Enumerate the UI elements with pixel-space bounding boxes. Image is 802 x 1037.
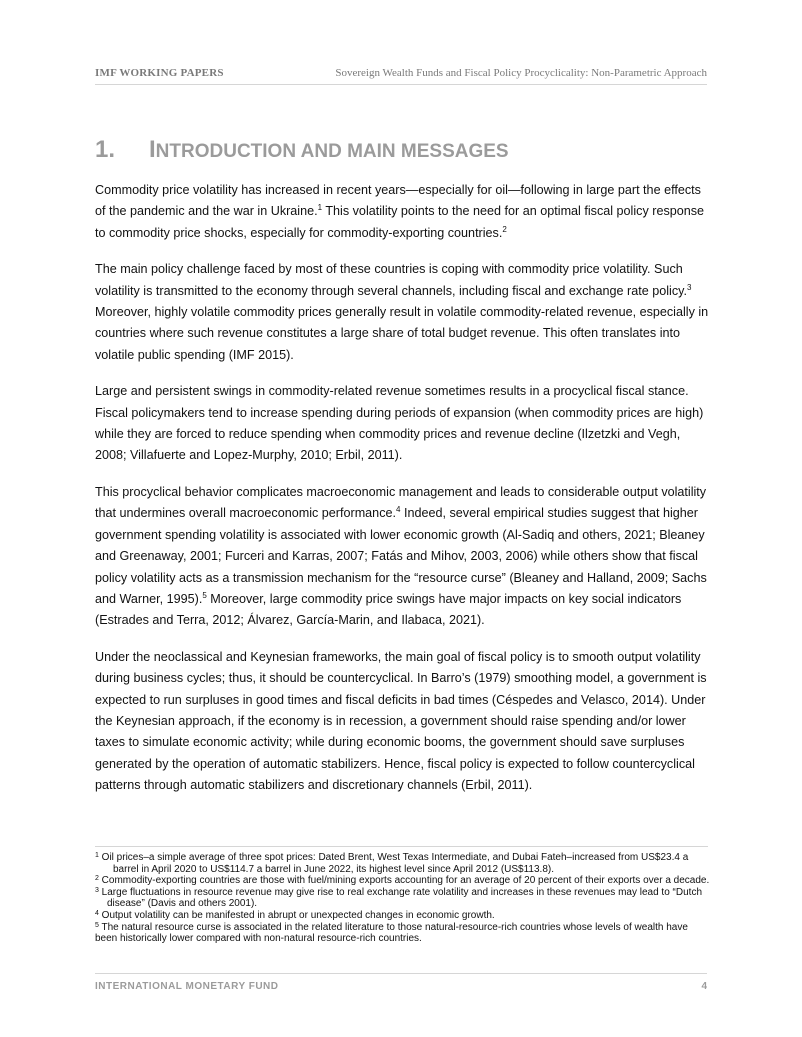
footnote-ref-4[interactable]: 4 [396, 505, 401, 515]
footnote-ref-1[interactable]: 1 [317, 203, 323, 213]
paragraph-4-text-a: This procyclical behavior complicates macroeconomic management and leads to considerable output volatility that undermines overall macroeconomic performance. [95, 484, 707, 521]
section-title-rest: NTRODUCTION AND MAIN MESSAGES [155, 141, 509, 162]
footnote-5-number: 5 [95, 921, 99, 929]
paragraph-4-text-b: Indeed, several empirical studies suggest that higher government spending volatility is associated with lower economic growth (Al-Sadiq and others, 2021; Bleaney and Greenaway, 2001; Furceri and Karras, 2007; Fatás and Mihov, 2003, 2006) while others show that fiscal policy volatility acts as a transmission mechanism for the “resource curse” (Bleaney and Halland, 2009; Sachs and Warner, 1995). [95, 506, 707, 606]
paragraph-3 [95, 381, 710, 467]
paragraph-2-text-b: Moreover, highly volatile commodity prices generally result in volatile commodity-related revenue, especially in countries where such revenue constitutes a large share of total budget revenue. This often translates into volatile public spending (IMF 2015). [95, 305, 709, 362]
footnote-3-number: 3 [95, 886, 99, 894]
footnote-1-number: 1 [95, 852, 99, 859]
section-heading [95, 136, 509, 164]
footnote-divider [95, 846, 708, 847]
footnote-5 [95, 922, 710, 945]
footnote-2-number: 2 [95, 875, 99, 883]
paragraph-4 [95, 482, 710, 632]
footnote-5-text: The natural resource curse is associated in the related literature to those natural-resource-rich countries whose levels of wealth have been historically lower compared with non-natural resource-rich countries. [95, 921, 688, 945]
footnote-3 [95, 887, 710, 910]
paragraph-1 [95, 180, 710, 244]
footer-organization: INTERNATIONAL MONETARY FUND [95, 981, 279, 992]
paragraph-2 [95, 259, 710, 366]
section-title-initial: I [149, 136, 156, 163]
paragraph-1-text-b: This volatility points to the need for an optimal fiscal policy response to commodity price shocks, especially for commodity-exporting countries. [95, 204, 705, 240]
footnote-2-text: Commodity-exporting countries are those with fuel/mining exports accounting for an average of 20 percent of their exports over a decade. [98, 875, 710, 887]
footnote-ref-2[interactable]: 2 [502, 224, 507, 234]
footnote-4 [95, 910, 710, 922]
footnote-ref-3[interactable]: 3 [687, 282, 692, 292]
page-number: 4 [701, 981, 707, 992]
footnote-1 [95, 852, 710, 875]
footnotes [95, 852, 710, 945]
paragraph-5 [95, 647, 710, 797]
header-divider [95, 84, 707, 85]
paragraph-4-text-c: Moreover, large commodity price swings have major impacts on key social indicators (Estrades and Terra, 2012; Álvarez, García-Marin, and Ilabaca, 2021). [95, 591, 682, 628]
paragraph-1-text-a: Commodity price volatility has increased in recent years—especially for oil—following in large part the effects of the pandemic and the war in Ukraine. [95, 183, 701, 219]
footer-divider [95, 973, 707, 974]
footnote-1-text: Oil prices–a simple average of three spot prices: Dated Brent, West Texas Intermediate, and Dubai Fateh–increased from US$23.4 a barrel in April 2020 to US$114.7 a barrel in June 2022, its highest level since April 2012 (US$113.8). [98, 852, 689, 875]
section-number: 1. [95, 136, 116, 163]
running-header-journal: IMF WORKING PAPERS [95, 67, 224, 79]
footnote-4-number: 4 [95, 909, 99, 917]
running-header-title: Sovereign Wealth Funds and Fiscal Policy Procyclicality: Non-Parametric Approach [335, 67, 707, 79]
paragraph-5-text: Under the neoclassical and Keynesian frameworks, the main goal of fiscal policy is to smooth output volatility during business cycles; thus, it should be countercyclical. In Barro’s (1979) smoothing model, a government is expected to run surpluses in good times and fiscal deficits in bad times (Céspedes and Velasco, 2014). Under the Keynesian approach, if the economy is in recession, a government should raise spending and/or lower taxes to simulate economic activity; while during economic booms, the government should save surpluses generated by the operation of automatic stabilizers. Hence, fiscal policy is expected to follow countercyclical patterns through automatic stabilizers and discretionary channels (Erbil, 2011). [95, 649, 707, 793]
body-text [95, 180, 710, 812]
footnote-3-text: Large fluctuations in resource revenue may give rise to real exchange rate volatility and increases in these revenues may lead to “Dutch disease” (Davis and others 2001). [98, 886, 703, 910]
footnote-2 [95, 875, 710, 887]
footnote-4-text: Output volatility can be manifested in abrupt or unexpected changes in economic growth. [98, 909, 495, 921]
paragraph-3-text: Large and persistent swings in commodity-related revenue sometimes results in a procyclical fiscal stance. Fiscal policymakers tend to increase spending during periods of expansion (when commodity prices are high) while they are forced to reduce spending when commodity prices and revenue decline (Ilzetzki and Vegh, 2008; Villafuerte and Lopez-Murphy, 2010; Erbil, 2011). [95, 384, 704, 463]
footnote-ref-5[interactable]: 5 [202, 590, 207, 600]
paragraph-2-text-a: The main policy challenge faced by most of these countries is coping with commodity price volatility. Such volatility is transmitted to the economy through several channels, including fiscal and exchange rate policy. [95, 262, 687, 298]
